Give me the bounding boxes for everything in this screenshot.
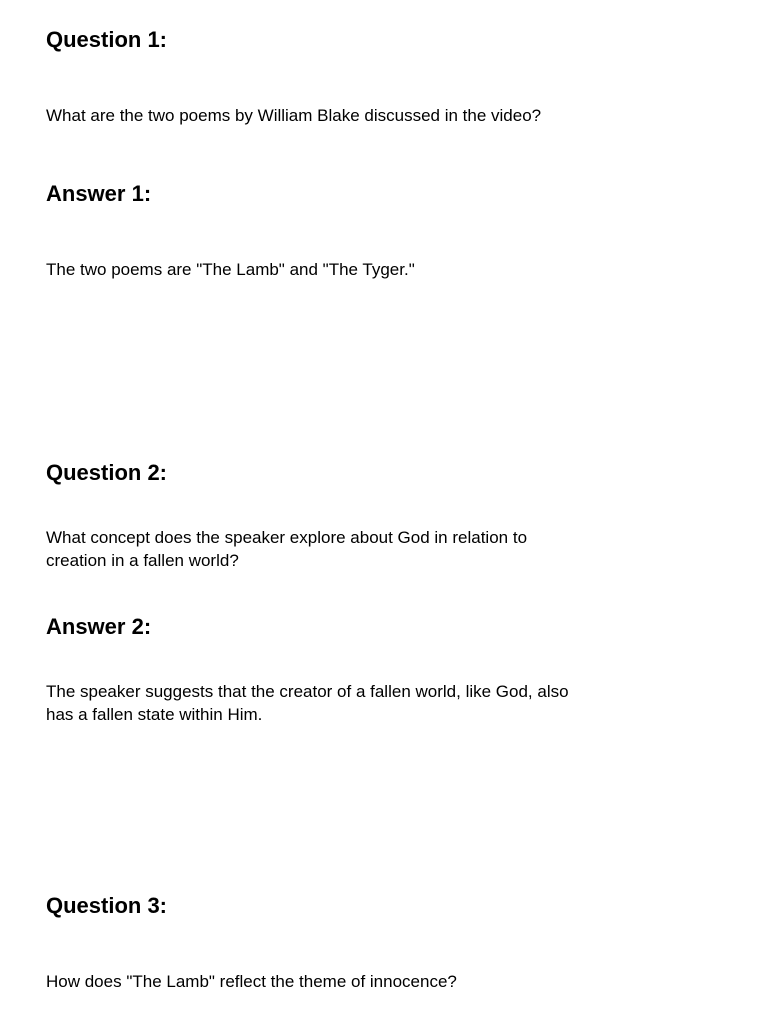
- answer-1-text: The two poems are "The Lamb" and "The Tyger.": [46, 260, 415, 279]
- answer-2-text: The speaker suggests that the creator of a fallen world, like God, also has a fallen state within Him.: [46, 682, 569, 724]
- question-3-text: How does "The Lamb" reflect the theme of innocence?: [46, 972, 457, 991]
- question-3-heading: Question 3:: [46, 893, 168, 918]
- answer-2-heading: Answer 2:: [46, 614, 152, 639]
- question-1-heading: Question 1:: [46, 27, 168, 52]
- question-2-text: What concept does the speaker explore about God in relation to creation in a fallen world?: [46, 528, 528, 570]
- question-2-heading: Question 2:: [46, 460, 168, 485]
- question-1-text: What are the two poems by William Blake discussed in the video?: [46, 106, 542, 125]
- answer-1-heading: Answer 1:: [46, 181, 152, 206]
